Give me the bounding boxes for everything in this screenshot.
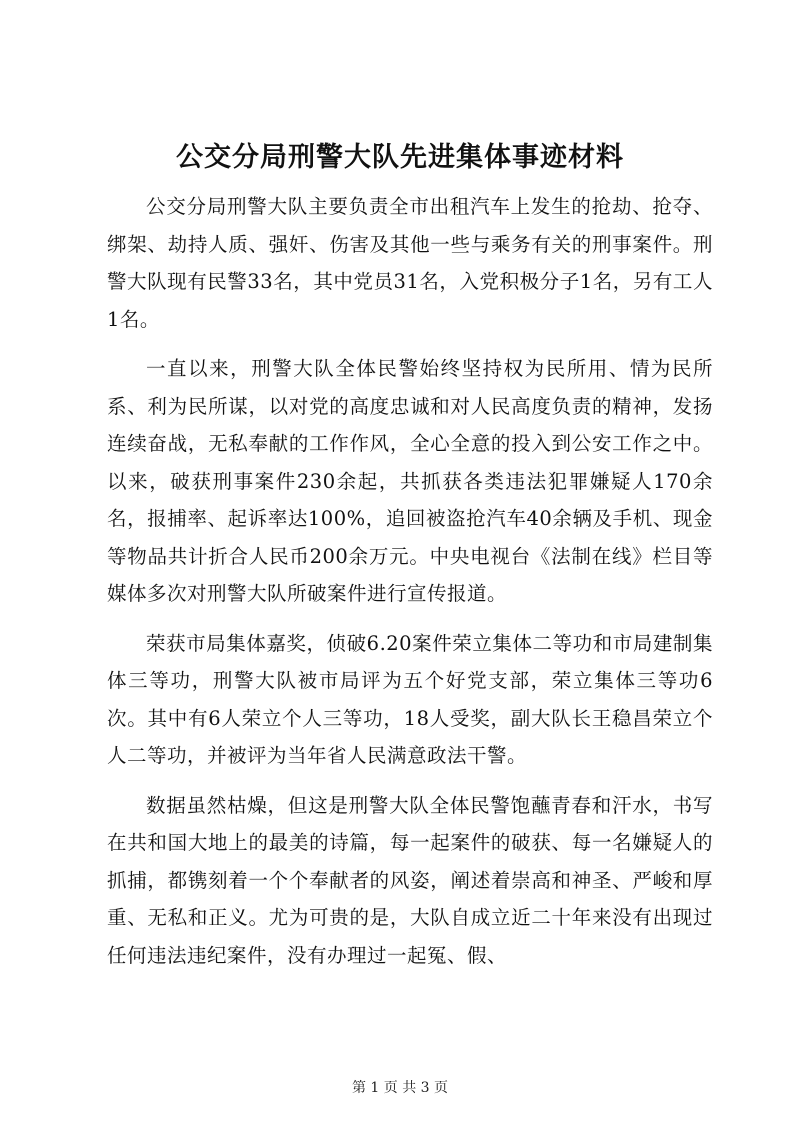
page-number-footer: 第 1 页 共 3 页 <box>351 1080 449 1096</box>
paragraph-honors: 荣获市局集体嘉奖，侦破6.20案件荣立集体二等功和市局建制集体三等功，刑警大队被市局评为五个好党支部，荣立集体三等功6次。其中有6人荣立个人三等功，18人受奖，副大队长王稳昌荣立个人二等功，并被评为当年省人民满意政法干警。 <box>107 631 713 767</box>
paragraph-duties: 公交分局刑警大队主要负责全市出租汽车上发生的抢劫、抢夺、绑架、劫持人质、强奸、伤害及其他一些与乘务有关的刑事案件。刑警大队现有民警33名，其中党员31名，入党积极分子1名，另有工人1名。 <box>107 195 713 331</box>
document-body <box>107 188 713 974</box>
paragraph-reflection: 数据虽然枯燥，但这是刑警大队全体民警饱蘸青春和汗水，书写在共和国大地上的最美的诗篇，每一起案件的破获、每一名嫌疑人的抓捕，都镌刻着一个个奉献者的风姿，阐述着崇高和神圣、严峻和厚重、无私和正义。尤为可贵的是，大队自成立近二十年来没有出现过任何违法违纪案件，没有办理过一起冤、假、 <box>107 793 713 967</box>
document-title: 公交分局刑警大队先进集体事迹材料 <box>176 142 624 173</box>
paragraph-achievements: 一直以来，刑警大队全体民警始终坚持权为民所用、情为民所系、利为民所谋，以对党的高度忠诚和对人民高度负责的精神，发扬连续奋战，无私奉献的工作作风，全心全意的投入到公安工作之中。以来，破获刑事案件230余起，共抓获各类违法犯罪嫌疑人170余名，报捕率、起诉率达100%，追回被盗抢汽车40余辆及手机、现金等物品共计折合人民币200余万元。中央电视台《法制在线》栏目等媒体多次对刑警大队所破案件进行宣传报道。 <box>107 357 713 605</box>
